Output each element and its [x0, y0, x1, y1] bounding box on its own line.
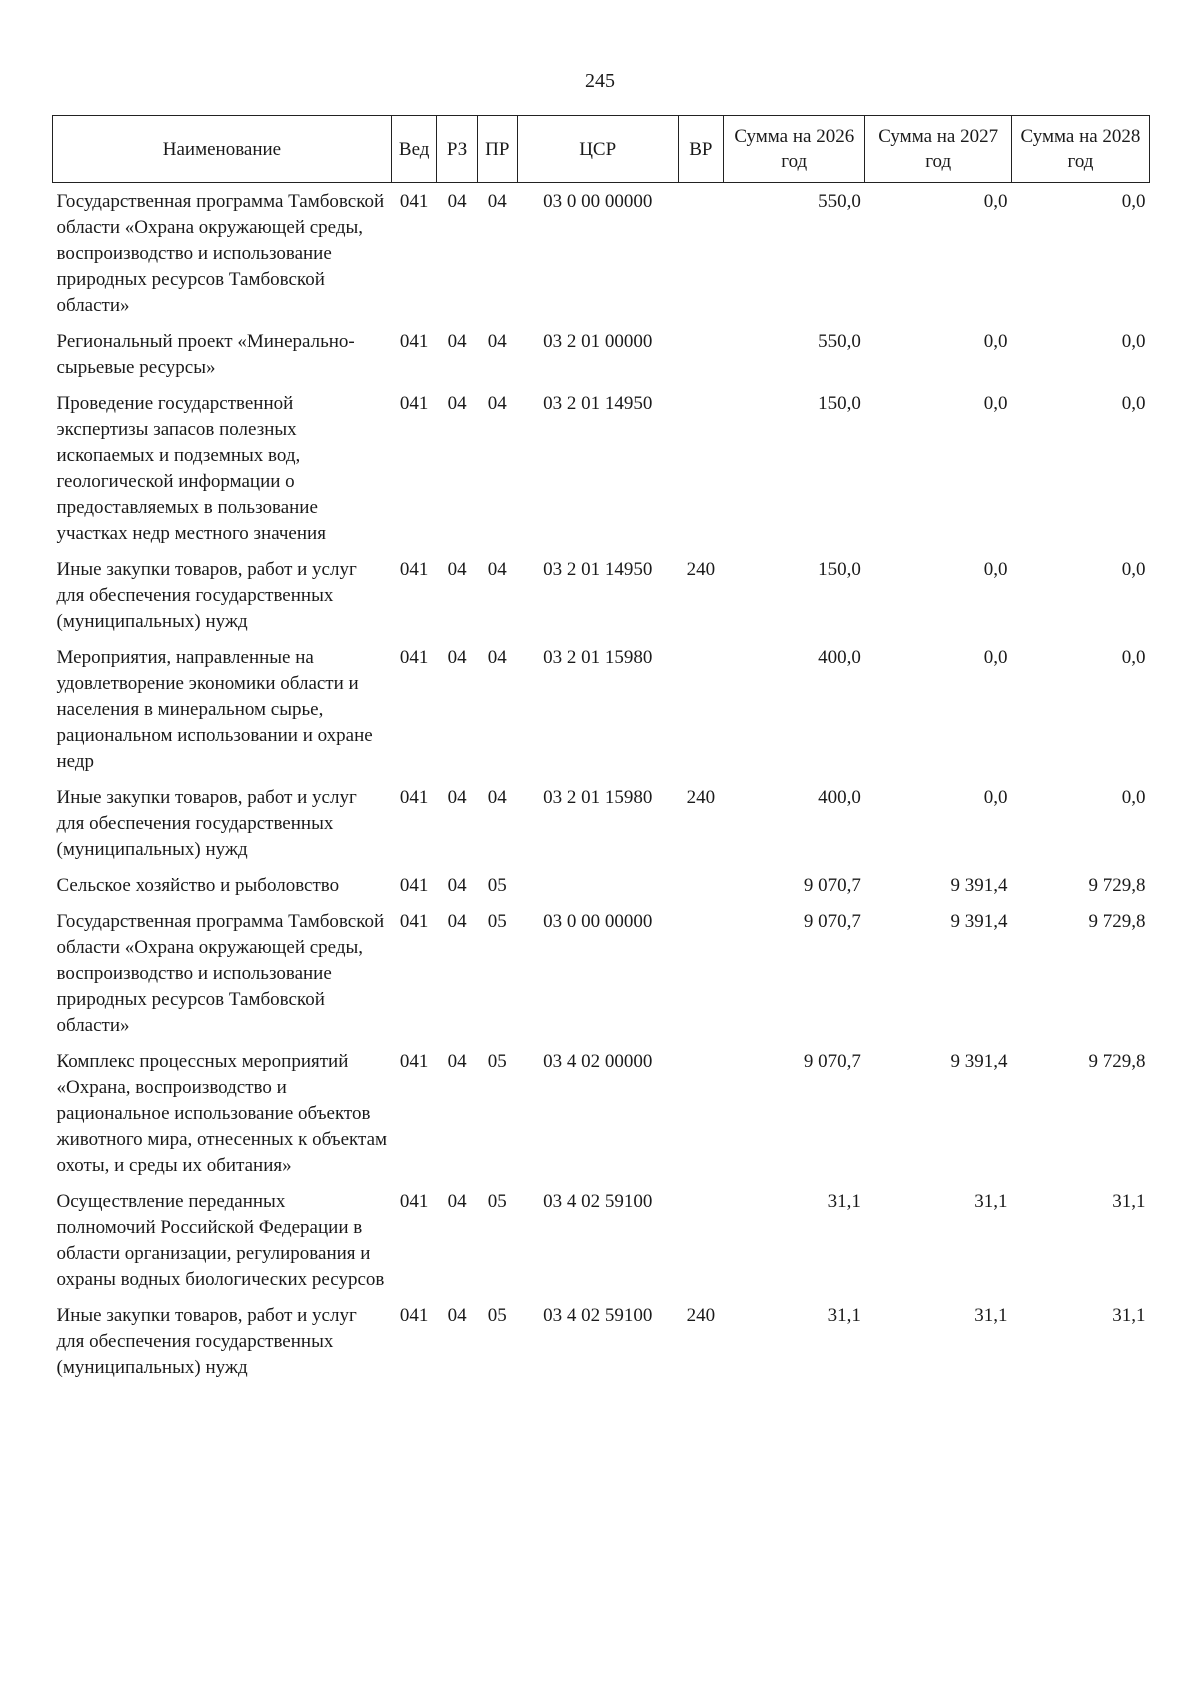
row-csr: 03 0 00 00000 [543, 911, 653, 932]
row-sum-2028: 9 729,8 [1088, 1051, 1146, 1072]
row-name: Осуществление переданных полномочий Российской Федерации в области организации, регулирования и охраны водных биологических ресурсов [56, 1191, 385, 1290]
row-rz: 04 [447, 787, 467, 808]
row-sum-2028: 9 729,8 [1088, 911, 1146, 932]
row-vr: 240 [686, 787, 716, 808]
row-sum-2027: 0,0 [983, 787, 1008, 808]
table-row [53, 639, 1150, 779]
row-csr [517, 867, 678, 903]
row-ved: 041 [399, 393, 429, 414]
row-sum-2027: 0,0 [983, 559, 1008, 580]
row-sum-2028: 0,0 [1121, 191, 1146, 212]
row-pr: 05 [487, 875, 507, 896]
row-vr [678, 639, 724, 779]
row-sum-2027: 9 391,4 [950, 911, 1008, 932]
row-ved: 041 [399, 559, 429, 580]
row-pr: 04 [487, 331, 507, 352]
table-row [53, 183, 1150, 324]
row-sum-2027: 9 391,4 [950, 1051, 1008, 1072]
row-sum-2027: 0,0 [983, 393, 1008, 414]
row-csr: 03 2 01 00000 [543, 331, 653, 352]
row-vr [678, 1183, 724, 1297]
row-rz: 04 [447, 647, 467, 668]
row-pr: 05 [487, 1191, 507, 1212]
row-vr [678, 183, 724, 324]
row-pr: 05 [487, 1305, 507, 1326]
row-sum-2027: 9 391,4 [950, 875, 1008, 896]
row-rz: 04 [447, 1305, 467, 1326]
row-ved: 041 [399, 1051, 429, 1072]
row-name: Сельское хозяйство и рыболовство [56, 875, 340, 896]
row-pr: 04 [487, 393, 507, 414]
row-vr: 240 [686, 559, 716, 580]
row-csr: 03 4 02 59100 [543, 1191, 653, 1212]
header-sum-2028: Сумма на 2028 год [1011, 116, 1149, 183]
header-rz: РЗ [437, 116, 477, 183]
header-csr: ЦСР [517, 116, 678, 183]
table-header [53, 116, 1150, 183]
header-vr: ВР [678, 116, 724, 183]
table-row [53, 385, 1150, 551]
row-sum-2026: 400,0 [818, 647, 861, 668]
row-pr: 04 [487, 559, 507, 580]
header-ved: Вед [391, 116, 437, 183]
row-pr: 04 [487, 647, 507, 668]
row-vr: 240 [686, 1305, 716, 1326]
row-pr: 05 [487, 1051, 507, 1072]
page-number: 245 [585, 70, 615, 92]
row-ved: 041 [399, 331, 429, 352]
row-sum-2026: 400,0 [818, 787, 861, 808]
table-body [53, 183, 1150, 1386]
row-sum-2027: 0,0 [983, 191, 1008, 212]
row-sum-2028: 9 729,8 [1088, 875, 1146, 896]
row-ved: 041 [399, 1305, 429, 1326]
row-rz: 04 [447, 559, 467, 580]
header-name: Наименование [53, 116, 392, 183]
row-sum-2027: 0,0 [983, 647, 1008, 668]
row-sum-2028: 31,1 [1112, 1191, 1146, 1212]
row-sum-2026: 31,1 [827, 1305, 861, 1326]
row-sum-2028: 0,0 [1121, 393, 1146, 414]
row-sum-2027: 0,0 [983, 331, 1008, 352]
row-sum-2028: 0,0 [1121, 559, 1146, 580]
row-ved: 041 [399, 911, 429, 932]
row-ved: 041 [399, 1191, 429, 1212]
row-ved: 041 [399, 191, 429, 212]
row-sum-2028: 0,0 [1121, 331, 1146, 352]
row-rz: 04 [447, 911, 467, 932]
row-pr: 04 [487, 787, 507, 808]
row-sum-2026: 550,0 [818, 331, 861, 352]
table-row [53, 1297, 1150, 1385]
row-sum-2027: 31,1 [974, 1305, 1008, 1326]
row-pr: 05 [487, 911, 507, 932]
row-pr: 04 [487, 191, 507, 212]
table-row [53, 779, 1150, 867]
row-csr: 03 4 02 59100 [543, 1305, 653, 1326]
table-row [53, 903, 1150, 1043]
row-csr: 03 2 01 14950 [543, 393, 653, 414]
row-sum-2026: 9 070,7 [803, 911, 861, 932]
row-name: Проведение государственной экспертизы запасов полезных ископаемых и подземных вод, геологической информации о предоставляемых в пользование участках недр местного значения [56, 393, 326, 544]
row-name: Иные закупки товаров, работ и услуг для обеспечения государственных (муниципальных) нужд [56, 787, 357, 860]
row-rz: 04 [447, 393, 467, 414]
row-csr: 03 2 01 15980 [543, 787, 653, 808]
budget-table [52, 115, 1150, 1385]
row-sum-2026: 9 070,7 [803, 875, 861, 896]
row-sum-2026: 550,0 [818, 191, 861, 212]
row-ved: 041 [399, 787, 429, 808]
table-row [53, 1043, 1150, 1183]
row-sum-2027: 31,1 [974, 1191, 1008, 1212]
header-pr: ПР [477, 116, 517, 183]
row-vr [678, 323, 724, 385]
row-csr: 03 4 02 00000 [543, 1051, 653, 1072]
row-vr [678, 385, 724, 551]
row-name: Комплекс процессных мероприятий «Охрана, воспроизводство и рациональное использование объектов животного мира, отнесенных к объектам охоты, и среды их обитания» [56, 1051, 388, 1176]
row-sum-2026: 9 070,7 [803, 1051, 861, 1072]
row-sum-2026: 150,0 [818, 559, 861, 580]
table-row [53, 323, 1150, 385]
header-sum-2027: Сумма на 2027 год [865, 116, 1012, 183]
row-rz: 04 [447, 875, 467, 896]
row-sum-2026: 150,0 [818, 393, 861, 414]
row-ved: 041 [399, 875, 429, 896]
row-vr [678, 1043, 724, 1183]
row-name: Государственная программа Тамбовской области «Охрана окружающей среды, воспроизводство и использование природных ресурсов Тамбовской области» [56, 191, 385, 316]
table-row [53, 551, 1150, 639]
row-name: Иные закупки товаров, работ и услуг для обеспечения государственных (муниципальных) нужд [56, 1305, 357, 1378]
row-ved: 041 [399, 647, 429, 668]
row-vr [678, 867, 724, 903]
row-rz: 04 [447, 191, 467, 212]
table-row [53, 867, 1150, 903]
row-rz: 04 [447, 1051, 467, 1072]
row-csr: 03 2 01 14950 [543, 559, 653, 580]
row-name: Иные закупки товаров, работ и услуг для обеспечения государственных (муниципальных) нужд [56, 559, 357, 632]
row-vr [678, 903, 724, 1043]
row-sum-2026: 31,1 [827, 1191, 861, 1212]
row-csr: 03 0 00 00000 [543, 191, 653, 212]
row-sum-2028: 31,1 [1112, 1305, 1146, 1326]
row-rz: 04 [447, 331, 467, 352]
row-name: Мероприятия, направленные на удовлетворение экономики области и населения в минеральном сырье, рациональном использовании и охране недр [56, 647, 373, 772]
row-sum-2028: 0,0 [1121, 787, 1146, 808]
row-csr: 03 2 01 15980 [543, 647, 653, 668]
header-sum-2026: Сумма на 2026 год [724, 116, 865, 183]
row-name: Государственная программа Тамбовской области «Охрана окружающей среды, воспроизводство и использование природных ресурсов Тамбовской области» [56, 911, 385, 1036]
row-sum-2028: 0,0 [1121, 647, 1146, 668]
row-name: Региональный проект «Минерально-сырьевые ресурсы» [56, 331, 355, 378]
table-row [53, 1183, 1150, 1297]
row-rz: 04 [447, 1191, 467, 1212]
